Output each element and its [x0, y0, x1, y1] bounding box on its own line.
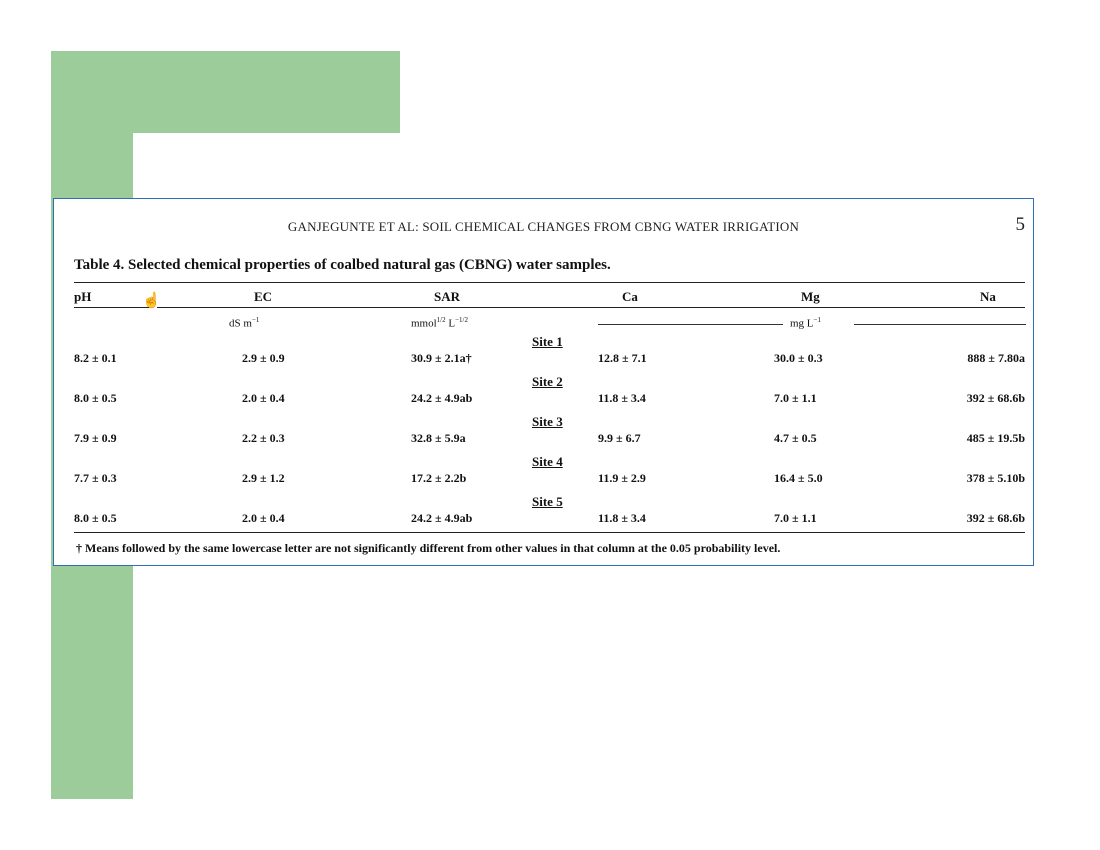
bottom-rule [74, 532, 1025, 533]
site-label-2: Site 2 [532, 374, 563, 389]
page-number: 5 [1015, 214, 1025, 235]
unit-span-right [854, 324, 1026, 325]
cell-ec-2: 2.0 ± 0.4 [242, 391, 285, 405]
cell-ca-2: 11.8 ± 3.4 [598, 391, 646, 405]
table-scan-image [53, 198, 1034, 566]
cell-ph-3: 7.9 ± 0.9 [74, 431, 117, 445]
col-header-ec: EC [254, 289, 273, 304]
hand-cursor-icon: ☝ [142, 293, 161, 309]
unit-span-left [598, 324, 783, 325]
cell-ec-4: 2.9 ± 1.2 [242, 471, 285, 485]
cell-sar-1: 30.9 ± 2.1a† [411, 351, 472, 365]
cell-ph-2: 8.0 ± 0.5 [74, 391, 117, 405]
unit-mg-l: mg $L^{-1}$ [790, 316, 821, 330]
cell-na-2: 392 ± 68.6b [966, 391, 1025, 405]
col-header-mg: Mg [801, 289, 820, 304]
site-label-1: Site 1 [532, 334, 563, 349]
cell-mg-5: 7.0 ± 1.1 [774, 511, 817, 525]
cell-sar-2: 24.2 ± 4.9ab [411, 391, 473, 405]
cell-na-1: 888 ± 7.80a [967, 351, 1025, 365]
cell-na-5: 392 ± 68.6b [966, 511, 1025, 525]
unit-ec: dS $m^{-1}$ [229, 316, 260, 330]
site-label-3: Site 3 [532, 414, 563, 429]
table-footnote: † Means followed by the same lowercase letter are not significantly different from other values in that column at the 0.05 probability level. [76, 541, 781, 555]
cell-sar-3: 32.8 ± 5.9a [411, 431, 466, 445]
cell-ca-3: 9.9 ± 6.7 [598, 431, 641, 445]
cell-ph-1: 8.2 ± 0.1 [74, 351, 117, 365]
header-rule [157, 307, 1025, 308]
col-header-sar: SAR [434, 289, 461, 304]
site-label-5: Site 5 [532, 494, 563, 509]
top-rule [74, 282, 1025, 283]
site-label-4: Site 4 [532, 454, 563, 469]
cell-sar-5: 24.2 ± 4.9ab [411, 511, 473, 525]
running-head: GANJEGUNTE ET AL: SOIL CHEMICAL CHANGES FROM CBNG WATER IRRIGATION [287, 219, 800, 234]
header-rule-ph [74, 307, 149, 308]
cell-mg-2: 7.0 ± 1.1 [774, 391, 817, 405]
cell-ph-5: 8.0 ± 0.5 [74, 511, 117, 525]
cell-ca-5: 11.8 ± 3.4 [598, 511, 646, 525]
col-header-ca: Ca [622, 289, 638, 304]
cell-sar-4: 17.2 ± 2.2b [411, 471, 467, 485]
slide-accent-curve [133, 133, 193, 193]
cell-na-4: 378 ± 5.10b [966, 471, 1025, 485]
col-header-ph: pH [74, 289, 92, 304]
cell-na-3: 485 ± 19.5b [966, 431, 1025, 445]
cell-ph-4: 7.7 ± 0.3 [74, 471, 117, 485]
cell-mg-3: 4.7 ± 0.5 [774, 431, 817, 445]
cell-ec-1: 2.9 ± 0.9 [242, 351, 285, 365]
cell-ec-3: 2.2 ± 0.3 [242, 431, 285, 445]
table-caption: Table 4. Selected chemical properties of coalbed natural gas (CBNG) water samples. [74, 257, 611, 273]
unit-sar: mmol$^{1/2}$ $L^{-1/2}$ [411, 316, 469, 330]
col-header-na: Na [980, 289, 996, 304]
cell-mg-1: 30.0 ± 0.3 [774, 351, 823, 365]
cell-ca-1: 12.8 ± 7.1 [598, 351, 647, 365]
cell-ca-4: 11.9 ± 2.9 [598, 471, 646, 485]
cell-mg-4: 16.4 ± 5.0 [774, 471, 823, 485]
cell-ec-5: 2.0 ± 0.4 [242, 511, 285, 525]
